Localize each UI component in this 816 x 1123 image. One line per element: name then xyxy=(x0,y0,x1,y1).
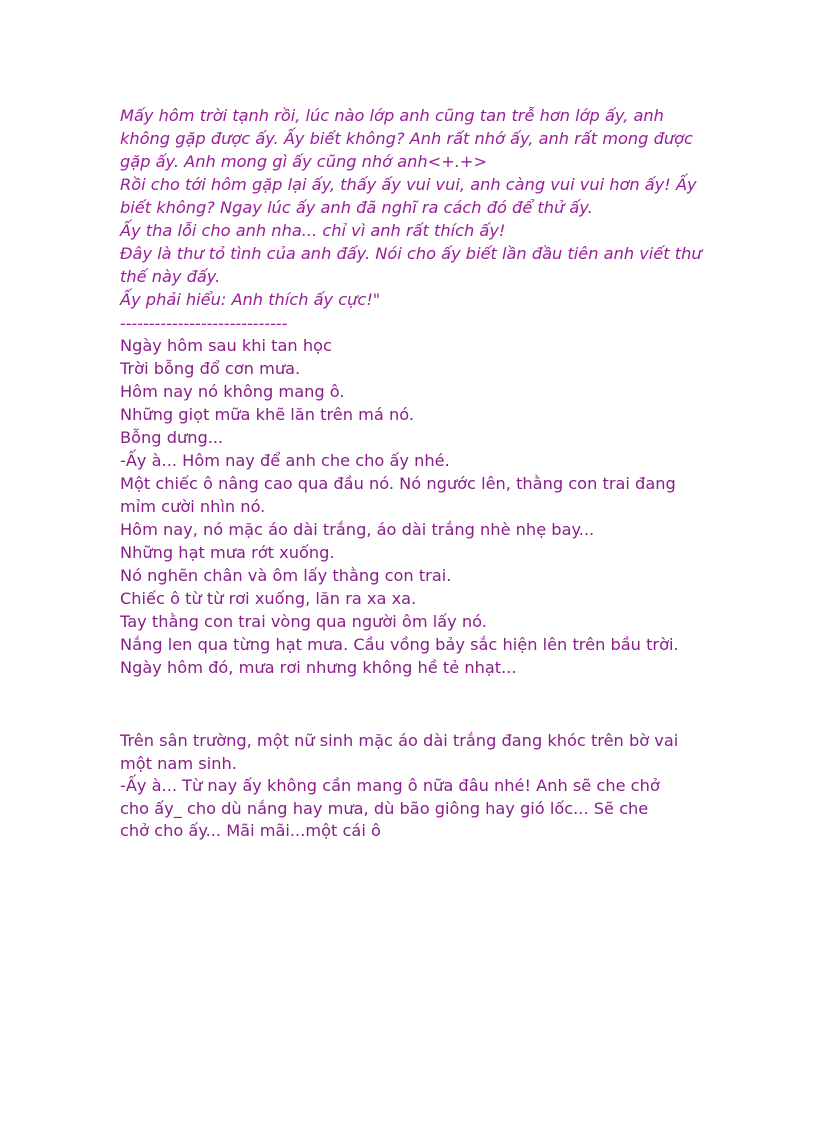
ending-line: cho ấy_ cho dù nắng hay mưa, dù bão giông hay gió lốc... Sẽ che xyxy=(120,798,649,818)
story-line: Chiếc ô từ từ rơi xuống, lăn ra xa xa. xyxy=(120,589,417,608)
story-line: Hôm nay, nó mặc áo dài trắng, áo dài trắng nhè nhẹ bay... xyxy=(120,520,595,539)
ending-paragraph xyxy=(120,730,720,843)
story-line: Những giọt mữa khẽ lăn trên má nó. xyxy=(120,405,414,424)
ending-line: -Ấy à... Từ nay ấy không cần mang ô nữa đâu nhé! Anh sẽ che chở xyxy=(120,776,660,795)
story-line: -Ấy à... Hôm nay để anh che cho ấy nhé. xyxy=(120,451,450,470)
story-line: Trời bỗng đổ cơn mưa. xyxy=(120,359,301,378)
story-line: Những hạt mưa rớt xuống. xyxy=(120,543,335,562)
letter-line: biết không? Ngay lúc ấy anh đã nghĩ ra cách đó để thử ấy. xyxy=(120,198,593,217)
letter-line: thế này đấy. xyxy=(120,267,221,286)
section-separator: ----------------------------- xyxy=(120,314,288,333)
story-line: Bỗng dưng... xyxy=(120,428,224,447)
letter-line: gặp ấy. Anh mong gì ấy cũng nhớ anh<+.+> xyxy=(120,152,488,171)
letter-line: không gặp được ấy. Ấy biết không? Anh rất nhớ ấy, anh rất mong được xyxy=(120,129,693,148)
letter-line: Mấy hôm trời tạnh rồi, lúc nào lớp anh cũng tan trễ hơn lớp ấy, anh xyxy=(120,106,664,125)
story-line: Nó nghẽn chân và ôm lấy thằng con trai. xyxy=(120,566,452,585)
story-line: mỉm cười nhìn nó. xyxy=(120,497,266,516)
story-line: Ngày hôm sau khi tan học xyxy=(120,336,332,355)
story-paragraph xyxy=(120,334,720,679)
story-line: Nắng len qua từng hạt mưa. Cầu vồng bảy sắc hiện lên trên bầu trời. xyxy=(120,635,679,654)
ending-line: một nam sinh. xyxy=(120,753,237,773)
letter-line: Ấy tha lỗi cho anh nha... chỉ vì anh rất thích ấy! xyxy=(120,221,506,240)
letter-line: Rồi cho tới hôm gặp lại ấy, thấy ấy vui vui, anh càng vui vui hơn ấy! Ấy xyxy=(120,175,697,194)
ending-line: Trên sân trường, một nữ sinh mặc áo dài trắng đang khóc trên bờ vai xyxy=(120,731,679,750)
story-line: Ngày hôm đó, mưa rơi nhưng không hề tẻ nhạt... xyxy=(120,658,517,677)
ending-line: chở cho ấy... Mãi mãi...một cái ô xyxy=(120,821,381,840)
story-line: Hôm nay nó không mang ô. xyxy=(120,382,345,401)
story-line: Tay thằng con trai vòng qua người ôm lấy nó. xyxy=(120,612,487,631)
love-letter-paragraph xyxy=(120,104,720,311)
story-line: Một chiếc ô nâng cao qua đầu nó. Nó ngước lên, thằng con trai đang xyxy=(120,474,676,493)
letter-line: Đây là thư tỏ tình của anh đấy. Nói cho ấy biết lần đầu tiên anh viết thư xyxy=(120,244,702,263)
letter-line: Ấy phải hiểu: Anh thích ấy cực!" xyxy=(120,290,381,309)
